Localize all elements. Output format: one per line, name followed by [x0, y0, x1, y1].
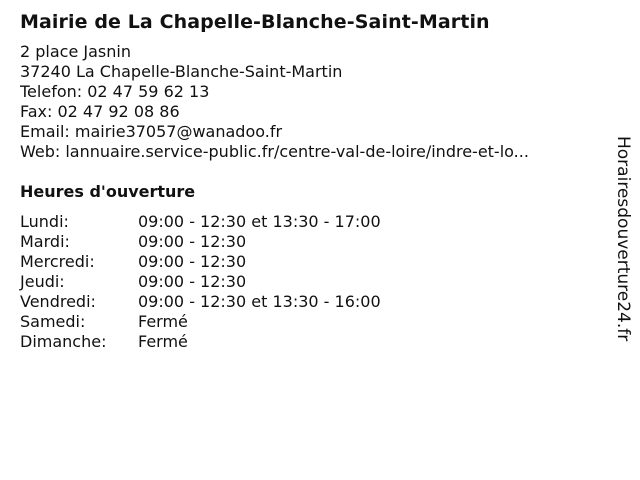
- day-label: Samedi:: [20, 312, 86, 331]
- day-label: Jeudi:: [20, 272, 65, 291]
- day-label: Lundi:: [20, 212, 69, 231]
- opening-hours-heading: Heures d'ouverture: [20, 182, 196, 201]
- day-label: Mardi:: [20, 232, 70, 251]
- time-value: Fermé: [138, 332, 188, 351]
- time-value: 09:00 - 12:30 et 13:30 - 16:00: [138, 292, 381, 311]
- time-value: 09:00 - 12:30: [138, 272, 247, 291]
- day-label: Vendredi:: [20, 292, 96, 311]
- email-link[interactable]: Email: mairie37057@wanadoo.fr: [20, 122, 283, 141]
- website-link[interactable]: Web: lannuaire.service-public.fr/centre-val-de-loire/indre-et-lo...: [20, 142, 529, 161]
- site-watermark: Horairesdouverture24.fr: [613, 136, 633, 342]
- street-address: 2 place Jasnin: [20, 42, 131, 61]
- hours-row-friday: [20, 292, 600, 312]
- business-card: [20, 10, 600, 352]
- day-label: Dimanche:: [20, 332, 107, 351]
- time-value: 09:00 - 12:30: [138, 252, 247, 271]
- hours-row-tuesday: [20, 232, 600, 252]
- fax-number: Fax: 02 47 92 08 86: [20, 102, 180, 121]
- time-value: 09:00 - 12:30: [138, 232, 247, 251]
- day-label: Mercredi:: [20, 252, 95, 271]
- hours-row-thursday: [20, 272, 600, 292]
- hours-row-wednesday: [20, 252, 600, 272]
- hours-row-monday: [20, 212, 600, 232]
- opening-hours-table: [20, 212, 600, 352]
- hours-row-sunday: [20, 332, 600, 352]
- contact-block: [20, 42, 600, 162]
- phone-number[interactable]: Telefon: 02 47 59 62 13: [20, 82, 210, 101]
- time-value: Fermé: [138, 312, 188, 331]
- page-title: Mairie de La Chapelle-Blanche-Saint-Martin: [20, 11, 490, 33]
- time-value: 09:00 - 12:30 et 13:30 - 17:00: [138, 212, 381, 231]
- hours-row-saturday: [20, 312, 600, 332]
- city-address: 37240 La Chapelle-Blanche-Saint-Martin: [20, 62, 343, 81]
